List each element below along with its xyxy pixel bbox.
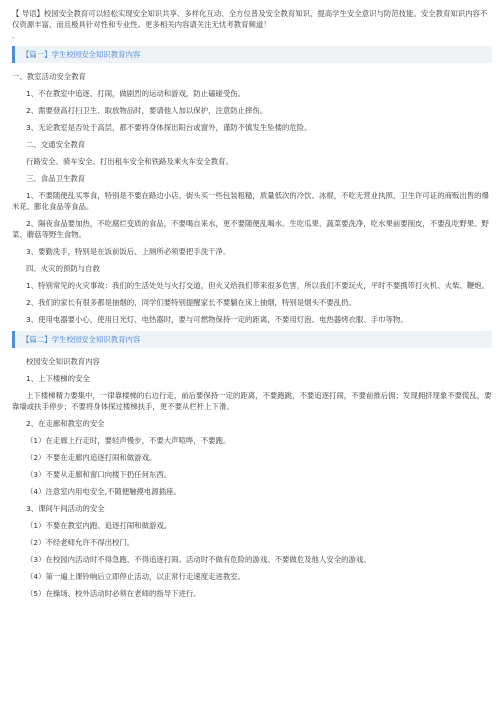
section-heading-2: 【篇二】学生校园安全知识教育内容 (12, 331, 492, 348)
section-2-item: （4）第一遍上课铃响后立即停止活动，以正常行走速度走进教室。 (26, 572, 246, 581)
section-1-paragraph: 2、我们的家长有很多都是抽烟的，同学们要特别提醒家长不要躺在床上抽烟，特别是烟头不要乱扔。 (26, 298, 356, 307)
section-1-heading-food: 三、食品卫生教育 (26, 174, 86, 183)
section-2-paragraph: 上下楼梯精力要集中，一律靠楼梯的右边行走，前后要保持一定的距离，不要跑跳，不要追逐打闹，不要前推后拥；发现拥挤现象不要慌乱，要靠墙或扶手停步；不要将身体探过楼梯扶手，更不要从栏杆上下滑。 (12, 391, 492, 411)
intro-tag: 【 导语】 (12, 9, 44, 18)
section-2-subheading: 2、在走廊和教室的安全 (26, 419, 105, 428)
section-1-paragraph: 3、使用电器要小心，使用日光灯、电热器时，要与可燃物保持一定的距离，不要用灯泡、电热器烤衣服、手巾等物。 (26, 315, 408, 324)
section-2-item: （4）注意室内用电安全,不随便触摸电源插座。 (26, 487, 181, 496)
section-2-item: （5）在操场、校外活动时必须在老师的指导下进行。 (26, 589, 201, 598)
section-1-paragraph: 1、不要随便乱买零食，特别是不要在路边小店、街头买一些包装粗糙，质量低次的冷饮、冰棍，不吃无营业执照、卫生许可证的商贩出售的爆米花、膨化食品等食品。 (12, 191, 489, 211)
section-1-heading-classroom: 一、教室活动安全教育 (12, 72, 86, 81)
article (12, 0, 492, 599)
section-2-item: （1）在走廊上行走时，要轻声慢步，不要大声喧哗，不要跑。 (26, 436, 231, 445)
section-1-paragraph: 1、特别常见的火灾事故：我们的生活处处与火打交道，但火又给我们带来很多危害，所以我们不要玩火，平时不要携带打火机、火柴、鞭炮。 (26, 281, 489, 290)
section-1-paragraph: 1、不在教室中追逐、打闹，做剧烈的运动和游戏，防止磕碰受伤。 (26, 89, 246, 98)
section-1-paragraph: 3、要勤洗手，特别是在饭前饭后、上厕所必须要把手洗干净。 (26, 247, 231, 256)
section-1-heading-traffic: 二、交通安全教育 (26, 140, 86, 149)
section-1-paragraph: 2、隔夜食品要加热，不吃腐烂变质的食品，不要喝自来水，更不要随便乱喝水。生吃瓜果、蔬菜要洗净，吃水果前要削皮，不要乱吃野果、野菜、蘑菇等野生食物。 (12, 219, 489, 239)
section-1-paragraph: 行路安全、骑车安全、打出租车安全和铁路及乘火车安全教育。 (26, 157, 233, 166)
section-2-subheading: 3、课间午间活动的安全 (26, 504, 105, 513)
section-1-heading-fire: 四、火灾的预防与自救 (26, 264, 100, 273)
section-2-item: （1）不要在教室内跑、追逐打闹和做游戏。 (26, 521, 172, 530)
section-1-paragraph: 2、需要登高打扫卫生、取放物品时，要请他人加以保护，注意防止摔伤。 (26, 106, 268, 115)
intro-dot: 。 (12, 32, 19, 40)
section-2-subheading: 1、上下楼梯的安全 (26, 374, 90, 383)
section-2-item: （2）不经老师允许不得出校门。 (26, 538, 135, 547)
section-2-item: （3）在校园内活动时不得急跑、不得追逐打闹。活动时不做有危险的游戏。不要做危及他人安全的游戏。 (26, 555, 371, 564)
section-1-paragraph: 3、无论教室是否处于高层，都不要将身体探出阳台或窗外，谨防不慎发生坠楼的危险。 (26, 123, 312, 132)
section-2-item: （3）不要从走廊和窗口向楼下扔任何东西。 (26, 470, 172, 479)
section-2-heading: 校园安全知识教育内容 (26, 357, 100, 366)
section-2-item: （2）不要在走廊内追逐打闹和做游戏。 (26, 453, 157, 462)
section-heading-1: 【篇一】学生校园安全知识教育内容 (12, 46, 492, 63)
intro-text: 校园安全教育可以轻松实现安全知识共享、多样化互动、全方位普及安全教育知识、提高学生安全意识与防范技能。安全教育知识内容不仅资源丰富，而且极具针对性和专业性。更多相关内容请关注无忧考教育频道！ (12, 9, 488, 29)
section-2-body (12, 356, 492, 599)
intro-paragraph (12, 8, 492, 30)
section-1-body (12, 71, 492, 325)
